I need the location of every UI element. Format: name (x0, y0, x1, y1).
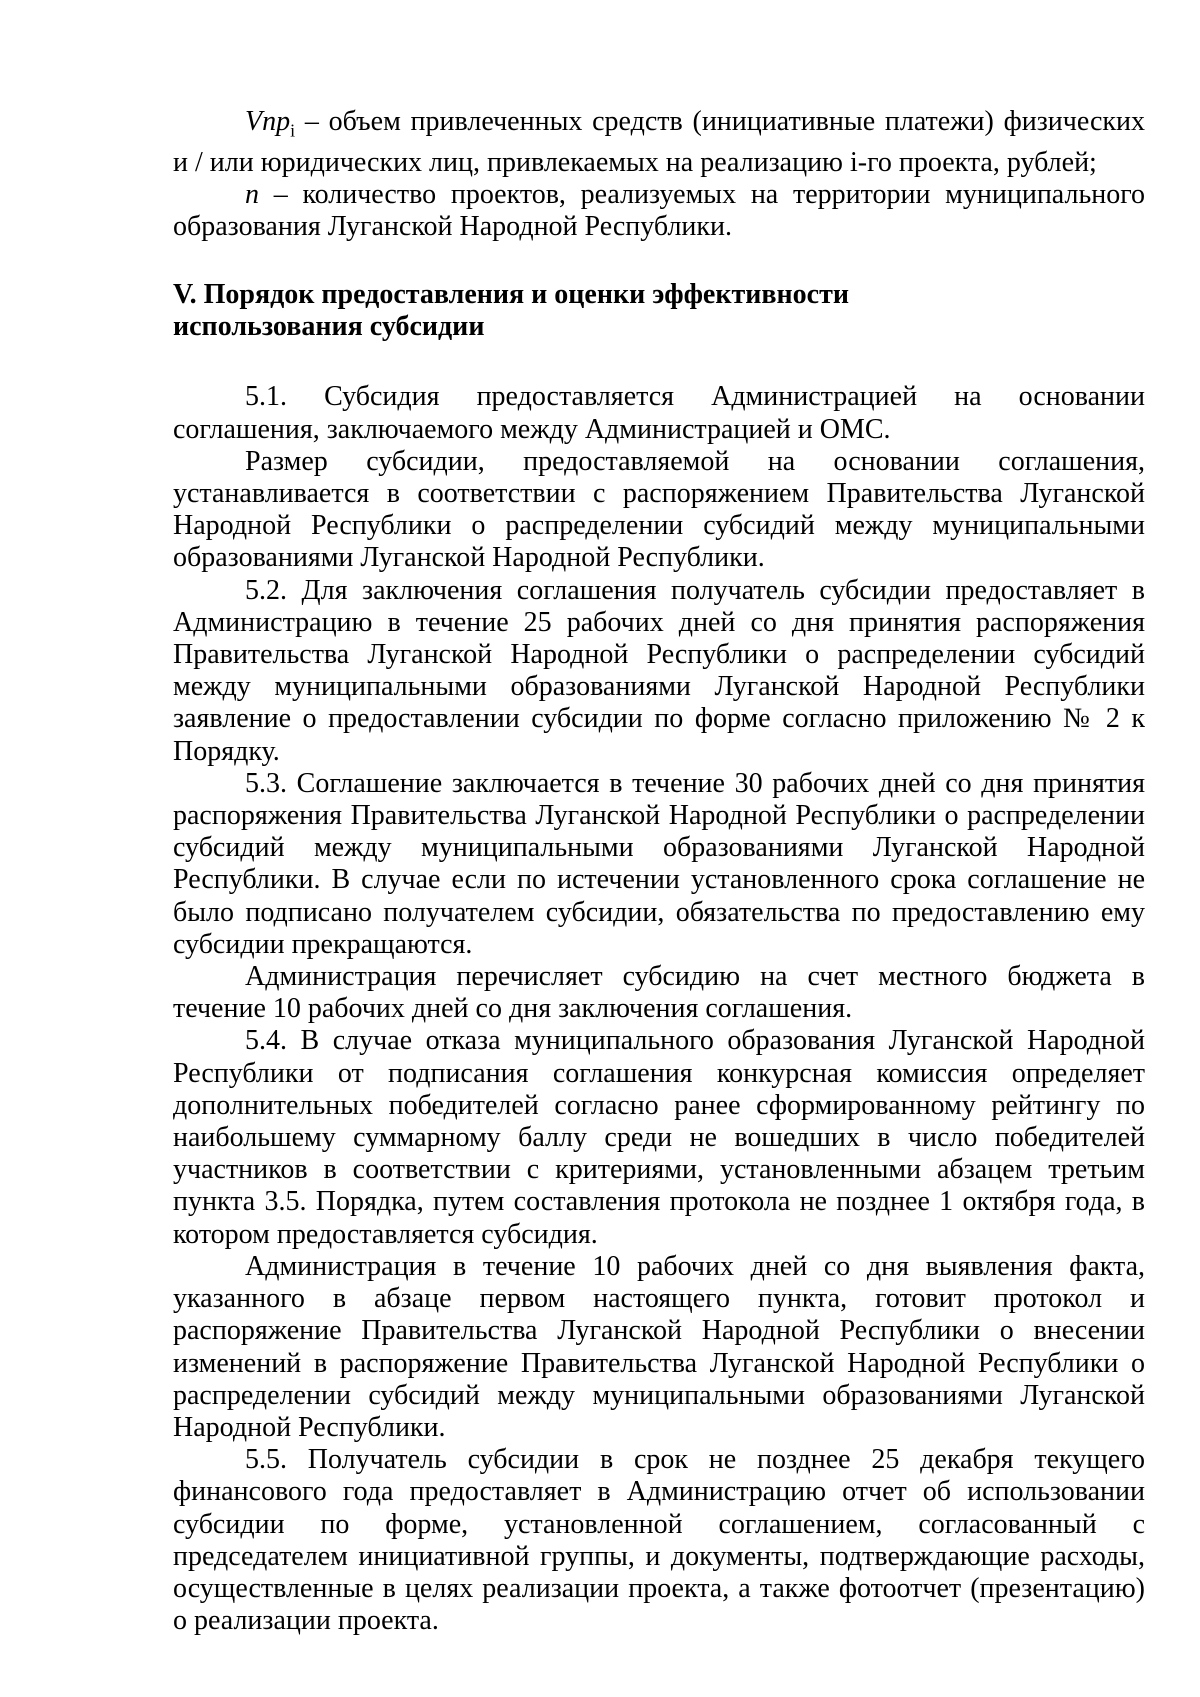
section-heading-line2: использования субсидии (173, 311, 485, 343)
document-body (173, 106, 1145, 1637)
paragraph-protocol: Администрация в течение 10 рабочих дней со дня выявления факта, указанного в абзаце первом настоящего пункта, готовит протокол и распоряжение Правительства Луганской Народной Республики о внесении изменений в распоряжение Правительства Луганской Народной Республики о распределении субсидий между муниципальными образованиями Луганской Народной Республики. (173, 1250, 1145, 1443)
paragraph-transfer: Администрация перечисляет субсидию на счет местного бюджета в течение 10 рабочих дней со дня заключения соглашения. (173, 961, 1145, 1025)
section-heading (173, 279, 1145, 343)
paragraph-n-definition (173, 179, 1145, 243)
vpr-symbol: Vпр (245, 106, 291, 137)
paragraph-5-4: 5.4. В случае отказа муниципального образования Луганской Народной Республики от подписания соглашения конкурсная комиссия определяет дополнительных победителей согласно ранее сформированному рейтингу по наибольшему суммарному баллу среди не вошедших в число победителей участников в соответствии с критериями, установленными абзацем третьим пункта 3.5. Порядка, путем составления протокола не позднее 1 октября года, в котором предоставляется субсидия. (173, 1025, 1145, 1250)
vpr-subscript: i (290, 120, 296, 141)
paragraph-5-3: 5.3. Соглашение заключается в течение 30 рабочих дней со дня принятия распоряжения Правительства Луганской Народной Республики о распределении субсидий между муниципальными образованиями Луганской Народной Республики. В случае если по истечении установленного срока соглашение не было подписано получателем субсидии, обязательства по предоставлению ему субсидии прекращаются. (173, 767, 1145, 960)
paragraph-vpr-definition (173, 106, 1145, 179)
paragraph-5-5: 5.5. Получатель субсидии в срок не позднее 25 декабря текущего финансового года предоставляет в Администрацию отчет об использовании субсидии по форме, установленной соглашением, согласованный с председателем инициативной группы, и документы, подтверждающие расходы, осуществленные в целях реализации проекта, а также фотоотчет (презентацию) о реализации проекта. (173, 1444, 1145, 1637)
paragraph-subsidy-size: Размер субсидии, предоставляемой на основании соглашения, устанавливается в соответствии с распоряжением Правительства Луганской Народной Республики о распределении субсидий между муниципальными образованиями Луганской Народной Республики. (173, 445, 1145, 574)
paragraph-5-1: 5.1. Субсидия предоставляется Администрацией на основании соглашения, заключаемого между Администрацией и ОМС. (173, 381, 1145, 445)
paragraph-5-2: 5.2. Для заключения соглашения получатель субсидии предоставляет в Администрацию в течение 25 рабочих дней со дня принятия распоряжения Правительства Луганской Народной Республики о распределении субсидий между муниципальными образованиями Луганской Народной Республики заявление о предоставлении субсидии по форме согласно приложению № 2 к Порядку. (173, 574, 1145, 767)
n-definition-text: – количество проектов, реализуемых на территории муниципального образования Луганской Народной Республики. (173, 179, 1145, 243)
vpr-definition-text: – объем привлеченных средств (инициативные платежи) физических и / или юридических лиц, привлекаемых на реализацию i-го проекта, рублей; (173, 106, 1145, 178)
section-heading-line1: V. Порядок предоставления и оценки эффективности (173, 279, 849, 311)
n-symbol: n (245, 179, 259, 210)
